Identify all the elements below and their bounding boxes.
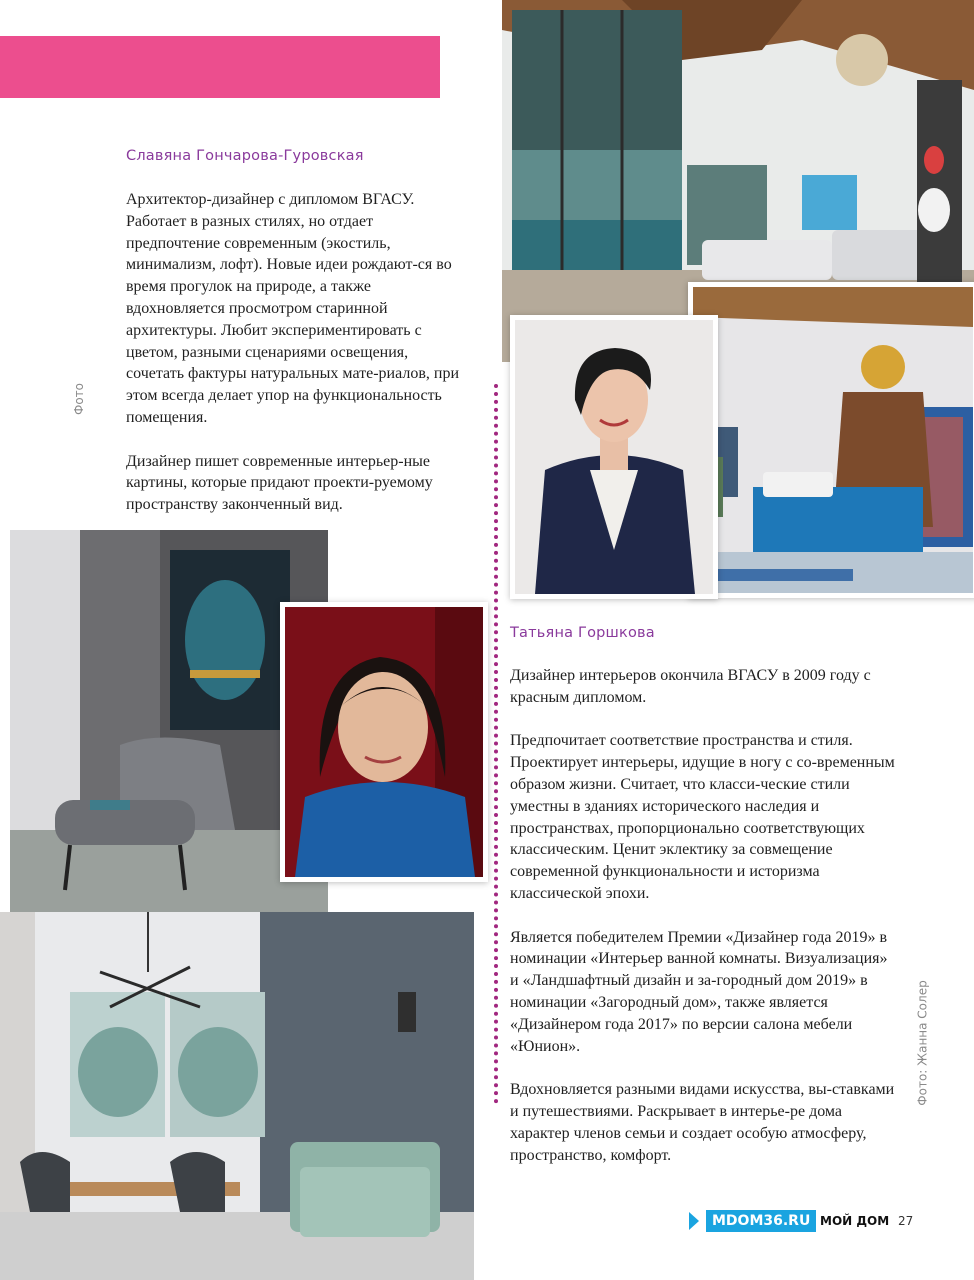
interior-photo-bedroom xyxy=(688,282,974,598)
site-brand-link[interactable]: MDOM36.RU xyxy=(706,1210,816,1232)
designer1-name: Славяна Гончарова-Гуровская xyxy=(126,148,364,164)
portrait-tatyana xyxy=(510,315,718,599)
designer2-paragraph: Вдохновляется разными видами искусства, вы-ставками и путешествиями. Раскрывает в интерье-ре дома характер членов семьи и создает особую атмосферу, пространство, комфорт. xyxy=(510,1081,895,1164)
portrait-slavyana xyxy=(280,602,488,882)
play-arrow-icon xyxy=(689,1212,699,1230)
designer1-bio xyxy=(126,189,462,516)
designer1-paragraph: Дизайнер пишет современные интерьер-ные картины, которые придают проекти-руемому пространству законченный вид. xyxy=(126,452,433,514)
header-accent-bar xyxy=(0,36,440,98)
designer2-paragraph: Дизайнер интерьеров окончила ВГАСУ в 2009 году с красным дипломом. xyxy=(510,667,871,706)
designer2-paragraph: Предпочитает соответствие пространства и стиля. Проектирует интерьеры, идущие в ногу с со-временным образом жизни. Считает, что класси-ческие стили уместны в зданиях исторического наследия и пространствах, пропорционально соответствующих классическим. Ценит эклектику за совмещение современной функциональности и историзма классической эпохи. xyxy=(510,732,895,902)
page-number: 27 xyxy=(898,1214,914,1228)
designer2-paragraph: Является победителем Премии «Дизайнер года 2019» в номинации «Интерьер ванной комнаты. Визуализация» и «Ландшафтный дизайн и за-городный дом 2019» в номинации «Загородный дом», также является «Дизайнером года 2017» по версии салона мебели «Юнион». xyxy=(510,928,888,1055)
designer2-name: Татьяна Горшкова xyxy=(510,625,655,641)
designer2-bio xyxy=(510,665,900,1166)
photo-credit-right: Фото: Жанна Солер xyxy=(915,980,930,1106)
photo-credit-left: Фото xyxy=(72,382,87,416)
dotted-divider xyxy=(494,384,498,1104)
designer1-paragraph: Архитектор-дизайнер с дипломом ВГАСУ. Работает в разных стилях, но отдает предпочтение современным (экостиль, минимализм, лофт). Новые идеи рождают-ся во время прогулок на природе, а также вдохновляется просмотром старинной архитектуры. Любит экспериментировать с цветом, разными сценариями освещения, сочетать фактуры натуральных мате-риалов, при этом всегда делает упор на функциональность помещения. xyxy=(126,191,460,426)
magazine-name: МОЙ ДОМ xyxy=(820,1214,890,1228)
interior-photo-dining xyxy=(0,912,474,1280)
